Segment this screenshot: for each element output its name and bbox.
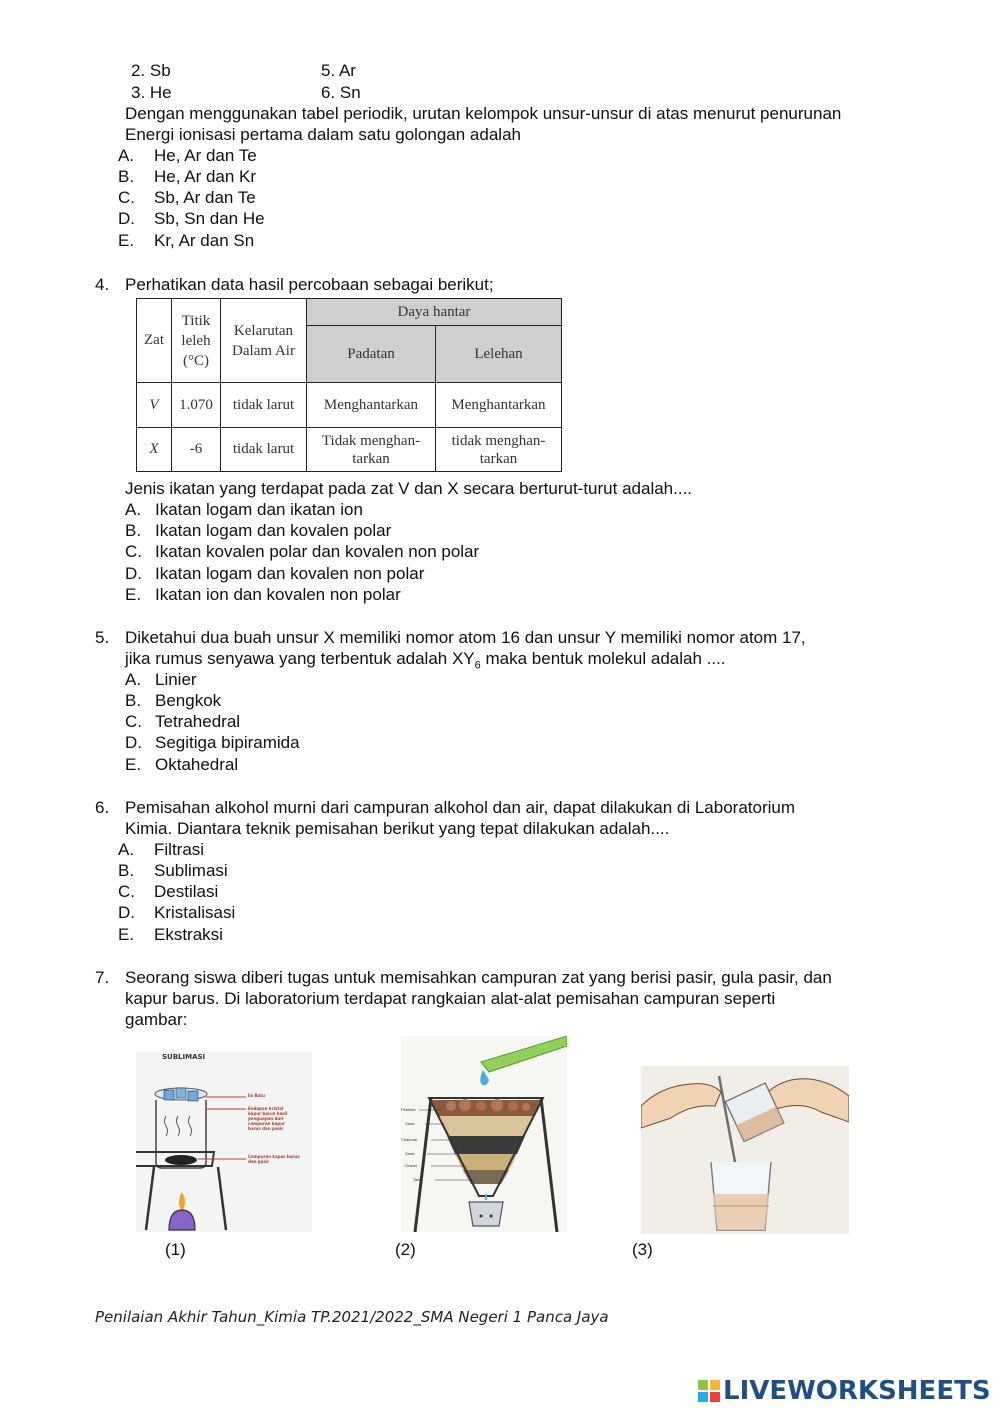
fig1-title: SUBLIMASI [162, 1053, 206, 1061]
fig2-label-2: Sand [405, 1121, 415, 1126]
q5-stem-line-2: jika rumus senyawa yang terbentuk adalah $XY_6$ maka bentuk molekul adalah .... [125, 649, 726, 672]
q3-item-2: 2. Sb [131, 61, 171, 80]
q7-stem-line-1: Seorang siswa diberi tugas untuk memisahkan campuran zat yang berisi pasir, gula pasir, dan [125, 968, 832, 987]
caption-1: (1) [165, 1240, 186, 1259]
q6-option-c[interactable]: C. Destilasi [118, 882, 219, 901]
q6-stem-line-1: Pemisahan alkohol murni dari campuran alkohol dan air, dapat dilakukan di Laboratorium [125, 798, 796, 817]
th-zat: Zat [137, 299, 172, 383]
th-lelehan: Lelehan [436, 326, 562, 383]
q7-stem-line-3: gambar: [125, 1010, 188, 1029]
q3-item-5: 5. Ar [321, 61, 356, 80]
fig2-label-4: Sand [405, 1151, 415, 1156]
q6-number: 6. [95, 798, 110, 817]
q3-item-3: 3. He [131, 83, 172, 102]
q4-option-e[interactable]: E. Ikatan ion dan kovalen non polar [125, 585, 401, 604]
q3-stem-line-1: Dengan menggunakan tabel periodik, urutan kelompok unsur-unsur di atas menurut penurunan [125, 104, 842, 123]
caption-2: (2) [395, 1240, 416, 1259]
table-row [137, 428, 562, 472]
q5-option-b[interactable]: B. Bengkok [125, 691, 222, 710]
th-daya-hantar: Daya hantar [307, 299, 562, 326]
q6-option-d[interactable]: D. Kristalisasi [118, 903, 236, 922]
cell-zat: X [137, 428, 172, 472]
figure-dekantasi [641, 1066, 849, 1234]
q5-option-e[interactable]: E. Oktahedral [125, 755, 239, 774]
decantation-illustration [641, 1066, 849, 1234]
q6-option-b[interactable]: B. Sublimasi [118, 861, 228, 880]
q3-option-b[interactable]: B. He, Ar dan Kr [118, 167, 257, 186]
q3-option-c[interactable]: C. Sb, Ar dan Te [118, 188, 256, 207]
q4-number: 4. [95, 275, 110, 294]
fig1-label-campuran: Campuran kapur barus dan pasir [248, 1154, 300, 1164]
q4-option-c[interactable]: C. Ikatan kovalen polar dan kovalen non polar [125, 542, 480, 561]
q5-number: 5. [95, 628, 110, 647]
q6-stem-line-2: Kimia. Diantara teknik pemisahan berikut yang tepat dilakukan adalah.... [125, 819, 670, 838]
q3-option-d[interactable]: D. Sb, Sn dan He [118, 209, 265, 228]
fig2-label-5: Gravel [405, 1163, 417, 1168]
q5-option-d[interactable]: D. Segitiga bipiramida [125, 733, 300, 752]
q4-option-d[interactable]: D. Ikatan logam dan kovalen non polar [125, 564, 425, 583]
q4-option-a[interactable]: A. Ikatan logam dan ikatan ion [125, 500, 363, 519]
cell-titik: -6 [172, 428, 221, 472]
q3-option-e[interactable]: E. Kr, Ar dan Sn [118, 231, 255, 250]
figure-filtrasi [401, 1036, 567, 1232]
q5-option-a[interactable]: A. Linier [125, 670, 197, 689]
cell-padatan: Tidak menghan- tarkan [307, 428, 436, 472]
cell-titik: 1.070 [172, 383, 221, 428]
q4-option-b[interactable]: B. Ikatan logam dan kovalen polar [125, 521, 392, 540]
q4-stem: Perhatikan data hasil percobaan sebagai berikut; [125, 275, 494, 294]
q5-stem-line-1: Diketahui dua buah unsur X memiliki nomor atom 16 dan unsur Y memiliki nomor atom 17, [125, 628, 806, 647]
cell-lelehan: Menghantarkan [436, 383, 562, 428]
figure-sublimasi [136, 1052, 312, 1232]
caption-3: (3) [632, 1240, 653, 1259]
q4-data-table [136, 298, 562, 472]
liveworksheets-logo-icon [698, 1380, 720, 1402]
q3-option-a[interactable]: A. He, Ar dan Te [118, 146, 257, 165]
cell-zat: V [137, 383, 172, 428]
q6-option-a[interactable]: A. Filtrasi [118, 840, 205, 859]
fig2-label-6: Tank [413, 1177, 422, 1182]
fig2-label-3: Charcoal [401, 1137, 418, 1142]
q3-item-6: 6. Sn [321, 83, 361, 102]
fig1-label-es-batu: Es Batu [248, 1093, 266, 1098]
q4-question: Jenis ikatan yang terdapat pada zat V dan X secara berturut-turut adalah.... [125, 479, 693, 498]
th-padatan: Padatan [307, 326, 436, 383]
q6-option-e[interactable]: E. Ekstraksi [118, 925, 223, 944]
q7-number: 7. [95, 968, 110, 987]
cell-lelehan: tidak menghan- tarkan [436, 428, 562, 472]
th-kelarutan: Kelarutan Dalam Air [221, 299, 307, 383]
filtration-funnel-illustration [401, 1036, 567, 1232]
sublimation-apparatus-illustration [136, 1052, 312, 1232]
q7-stem-line-2: kapur barus. Di laboratorium terdapat rangkaian alat-alat pemisahan campuran seperti [125, 989, 776, 1008]
fig2-label-1: Pebbles [401, 1107, 416, 1112]
page-footer: Penilaian Akhir Tahun_Kimia TP.2021/2022_SMA Negeri 1 Panca Jaya [95, 1308, 609, 1326]
q3-stem-line-2: Energi ionisasi pertama dalam satu golongan adalah [125, 125, 521, 144]
cell-padatan: Menghantarkan [307, 383, 436, 428]
fig1-label-endapan: Endapan kristal kapur barus hasil penguapan dari campuran kapur barus dan pasir [248, 1106, 288, 1131]
cell-kelarutan: tidak larut [221, 383, 307, 428]
table-row [137, 383, 562, 428]
cell-kelarutan: tidak larut [221, 428, 307, 472]
q5-option-c[interactable]: C. Tetrahedral [125, 712, 241, 731]
brand-name[interactable]: LIVEWORKSHEETS [723, 1376, 991, 1406]
th-titik-leleh: Titik leleh (°C) [172, 299, 221, 383]
